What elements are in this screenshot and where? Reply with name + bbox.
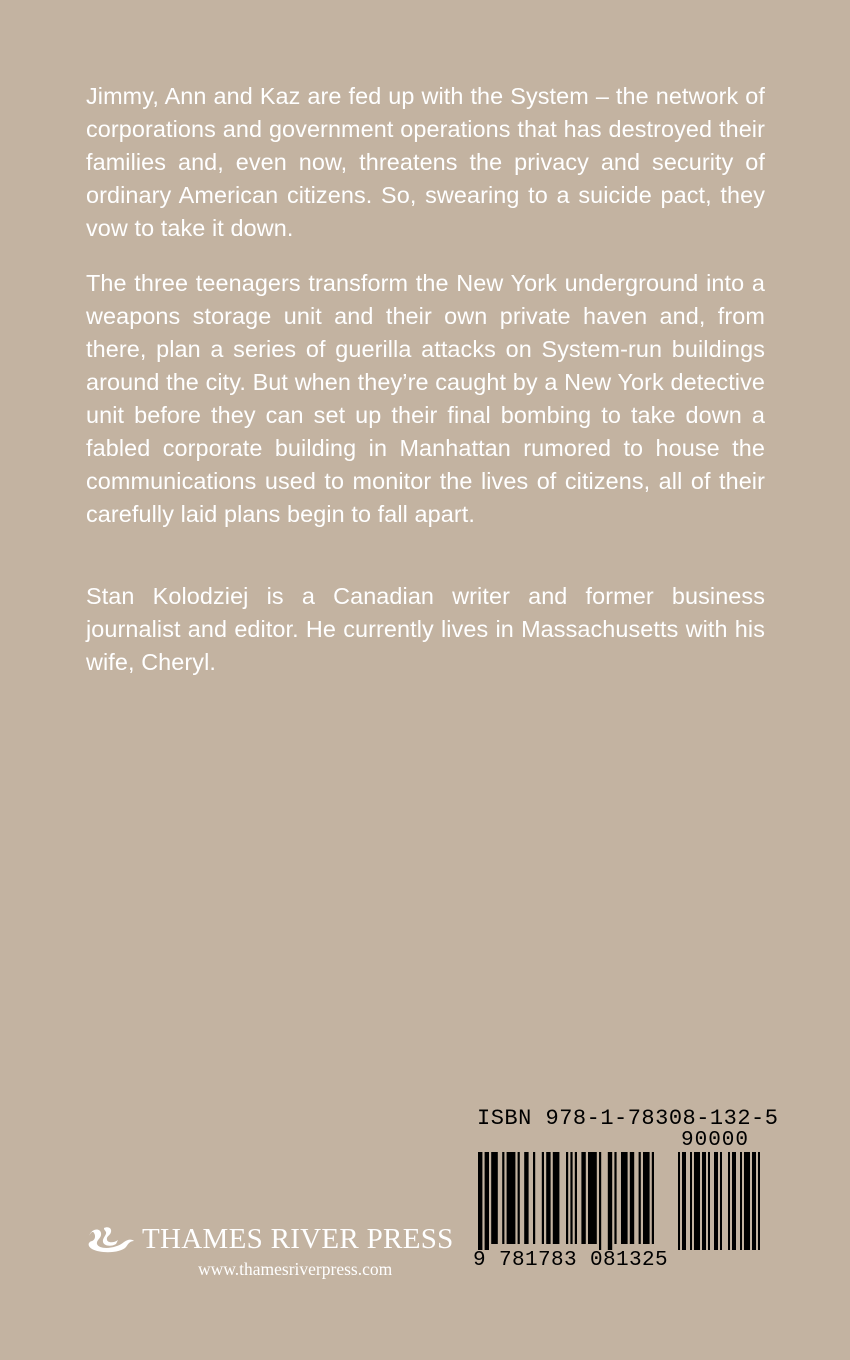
barcode-bar bbox=[581, 1152, 585, 1244]
barcode-bar bbox=[608, 1152, 612, 1250]
swan-icon bbox=[86, 1224, 136, 1254]
barcode-bar bbox=[690, 1152, 692, 1250]
barcode-bar bbox=[720, 1152, 722, 1250]
barcode-bar bbox=[507, 1152, 516, 1244]
barcode-bar bbox=[491, 1152, 498, 1244]
publisher-url[interactable]: www.thamesriverpress.com bbox=[198, 1259, 393, 1279]
barcode-bar bbox=[566, 1152, 568, 1244]
barcode-bar bbox=[588, 1152, 597, 1244]
barcode-bar bbox=[714, 1152, 718, 1250]
barcode-bar bbox=[740, 1152, 742, 1250]
barcode-bar bbox=[643, 1152, 650, 1244]
barcode-bar bbox=[639, 1152, 641, 1244]
barcode-bar bbox=[621, 1152, 628, 1244]
isbn-barcode bbox=[470, 1100, 779, 1280]
barcode-bar bbox=[732, 1152, 736, 1250]
author-bio: Stan Kolodziej is a Canadian writer and former business journalist and editor. He currently lives in Massachusetts with his wife, Cheryl. bbox=[86, 583, 765, 675]
barcode-bar bbox=[630, 1152, 634, 1244]
barcode-bar bbox=[614, 1152, 616, 1244]
barcode-bar bbox=[502, 1152, 504, 1244]
barcode-bar bbox=[702, 1152, 706, 1250]
blurb-paragraph-2: The three teenagers transform the New York underground into a weapons storage unit and their own private haven and, from there, plan a series of guerilla attacks on System-run buildings around the city. But when they’re caught by a New York detective unit before they can set up their final bombing to take down a fabled corporate building in Manhattan rumored to house the communications used to monitor the lives of citizens, all of their carefully laid plans begin to fall apart. bbox=[86, 270, 765, 527]
barcode-bar bbox=[570, 1152, 572, 1244]
barcode-bar bbox=[478, 1152, 482, 1250]
publisher-logo bbox=[86, 1222, 454, 1282]
barcode-bar bbox=[546, 1152, 550, 1244]
barcode-bar bbox=[553, 1152, 560, 1244]
barcode-bar bbox=[728, 1152, 730, 1250]
barcode-bar bbox=[485, 1152, 489, 1250]
barcode-bar bbox=[533, 1152, 535, 1244]
barcode-bar bbox=[708, 1152, 710, 1250]
barcode-bars bbox=[470, 1152, 765, 1252]
price-code: 90000 bbox=[681, 1129, 750, 1152]
barcode-bar bbox=[518, 1152, 520, 1244]
barcode-bar bbox=[758, 1152, 760, 1250]
barcode-bar bbox=[575, 1152, 577, 1244]
barcode-bar bbox=[542, 1152, 544, 1244]
barcode-bar bbox=[744, 1152, 750, 1250]
blurb-paragraph-1: Jimmy, Ann and Kaz are fed up with the System – the network of corporations and government operations that has destroyed their families and, even now, threatens the privacy and security of ordinary American citizens. So, swearing to a suicide pact, they vow to take it down. bbox=[86, 83, 765, 241]
publisher-name: THAMES RIVER PRESS bbox=[142, 1223, 454, 1255]
barcode-bar bbox=[652, 1152, 654, 1244]
barcode-bar bbox=[524, 1152, 528, 1244]
isbn-label: ISBN 978-1-78308-132-5 bbox=[477, 1106, 779, 1131]
barcode-bar bbox=[694, 1152, 700, 1250]
ean-digits: 9 781783 081325 bbox=[473, 1249, 669, 1272]
barcode-bar bbox=[682, 1152, 686, 1250]
barcode-bar bbox=[678, 1152, 680, 1250]
barcode-bar bbox=[752, 1152, 756, 1250]
barcode-bar bbox=[599, 1152, 601, 1250]
